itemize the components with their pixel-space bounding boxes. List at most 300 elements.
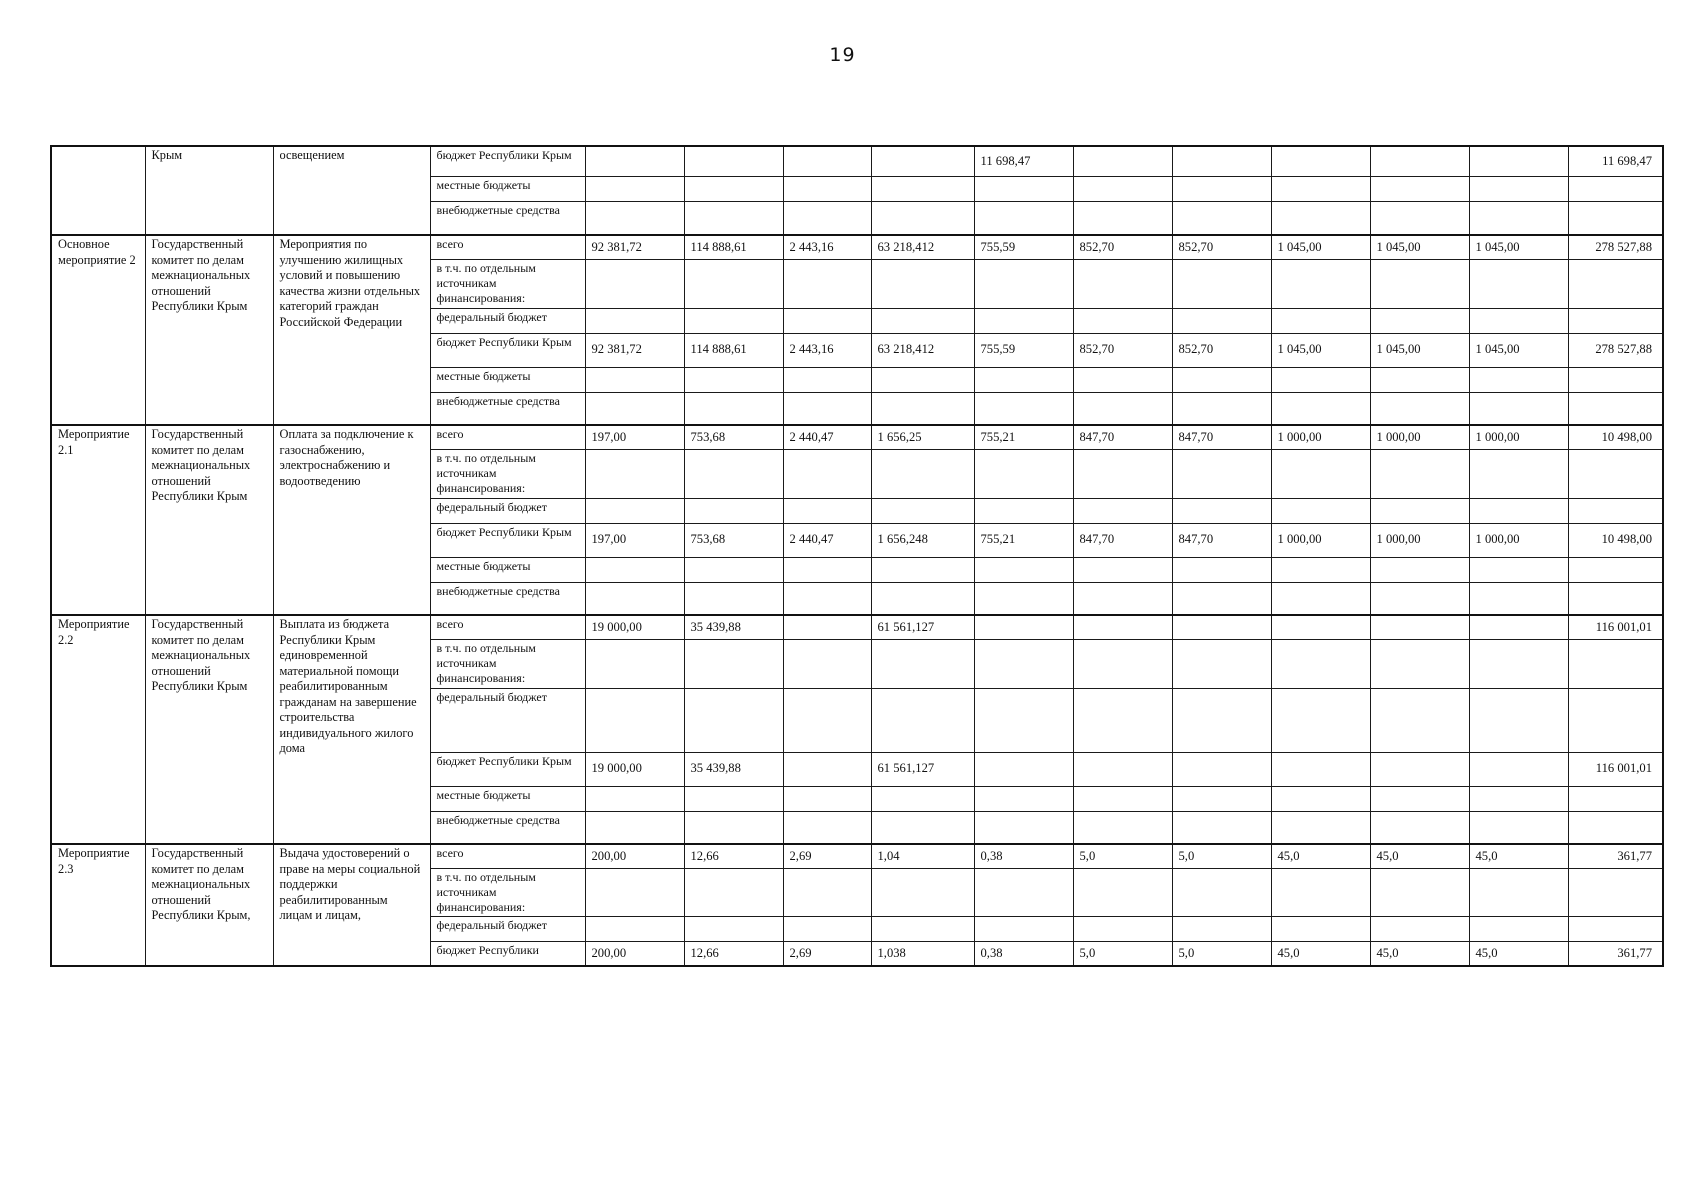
year-value-cell xyxy=(585,688,684,752)
year-value-cell: 0,38 xyxy=(974,941,1073,966)
year-value-cell: 1 045,00 xyxy=(1370,333,1469,367)
year-value-cell xyxy=(1271,201,1370,235)
year-value-cell xyxy=(1469,786,1568,811)
year-value-cell xyxy=(1370,868,1469,916)
year-value-cell: 852,70 xyxy=(1172,333,1271,367)
year-value-cell xyxy=(974,786,1073,811)
year-value-cell xyxy=(871,392,974,425)
year-value-cell xyxy=(783,146,871,176)
year-value-cell xyxy=(1469,367,1568,392)
year-value-cell xyxy=(974,582,1073,615)
funding-source-cell: внебюджетные средства xyxy=(430,582,585,615)
year-value-cell xyxy=(871,176,974,201)
year-value-cell xyxy=(1469,752,1568,786)
year-value-cell: 1 045,00 xyxy=(1271,333,1370,367)
year-value-cell xyxy=(783,688,871,752)
year-value-cell: 63 218,412 xyxy=(871,333,974,367)
year-value-cell xyxy=(1469,557,1568,582)
year-value-cell xyxy=(1073,367,1172,392)
year-value-cell xyxy=(974,498,1073,523)
year-value-cell xyxy=(783,615,871,639)
year-value-cell xyxy=(585,146,684,176)
year-value-cell xyxy=(585,868,684,916)
table-row xyxy=(51,146,1663,176)
year-value-cell xyxy=(1271,752,1370,786)
year-value-cell xyxy=(1370,367,1469,392)
year-value-cell xyxy=(684,639,783,688)
year-value-cell xyxy=(783,498,871,523)
description-cell: освещением xyxy=(273,146,430,235)
year-value-cell xyxy=(1271,811,1370,844)
year-value-cell xyxy=(1370,811,1469,844)
funding-source-cell: местные бюджеты xyxy=(430,176,585,201)
total-value-cell xyxy=(1568,639,1663,688)
year-value-cell xyxy=(1073,786,1172,811)
activity-name-cell: Мероприятие 2.2 xyxy=(51,615,145,844)
funding-source-cell: всего xyxy=(430,425,585,449)
year-value-cell xyxy=(1172,308,1271,333)
year-value-cell: 1 000,00 xyxy=(1271,425,1370,449)
year-value-cell: 1,038 xyxy=(871,941,974,966)
year-value-cell xyxy=(1073,201,1172,235)
year-value-cell: 11 698,47 xyxy=(974,146,1073,176)
year-value-cell: 197,00 xyxy=(585,523,684,557)
year-value-cell xyxy=(871,201,974,235)
year-value-cell xyxy=(684,308,783,333)
year-value-cell xyxy=(974,916,1073,941)
year-value-cell xyxy=(585,811,684,844)
year-value-cell: 2 440,47 xyxy=(783,425,871,449)
funding-source-cell: внебюджетные средства xyxy=(430,392,585,425)
year-value-cell xyxy=(871,146,974,176)
year-value-cell: 847,70 xyxy=(1172,425,1271,449)
year-value-cell: 847,70 xyxy=(1172,523,1271,557)
year-value-cell xyxy=(1469,259,1568,308)
year-value-cell xyxy=(1073,308,1172,333)
year-value-cell: 1 000,00 xyxy=(1271,523,1370,557)
funding-source-cell: в т.ч. по отдельным источникам финансирования: xyxy=(430,449,585,498)
year-value-cell xyxy=(974,868,1073,916)
year-value-cell xyxy=(585,392,684,425)
description-cell: Выплата из бюджета Республики Крым единовременной материальной помощи реабилитированным гражданам на завершение строительства индивидуального жилого дома xyxy=(273,615,430,844)
year-value-cell xyxy=(1271,367,1370,392)
year-value-cell xyxy=(974,811,1073,844)
year-value-cell xyxy=(974,259,1073,308)
year-value-cell xyxy=(684,259,783,308)
year-value-cell xyxy=(1370,639,1469,688)
year-value-cell xyxy=(1370,916,1469,941)
budget-table xyxy=(50,145,1664,967)
year-value-cell xyxy=(1073,176,1172,201)
year-value-cell xyxy=(1073,449,1172,498)
year-value-cell xyxy=(1172,392,1271,425)
year-value-cell xyxy=(1469,811,1568,844)
year-value-cell: 45,0 xyxy=(1370,941,1469,966)
table-row xyxy=(51,615,1663,639)
year-value-cell: 852,70 xyxy=(1073,235,1172,259)
year-value-cell xyxy=(1271,449,1370,498)
total-value-cell: 361,77 xyxy=(1568,844,1663,868)
year-value-cell: 61 561,127 xyxy=(871,615,974,639)
year-value-cell xyxy=(1073,259,1172,308)
year-value-cell: 35 439,88 xyxy=(684,752,783,786)
total-value-cell: 278 527,88 xyxy=(1568,235,1663,259)
year-value-cell: 5,0 xyxy=(1073,844,1172,868)
year-value-cell xyxy=(871,688,974,752)
year-value-cell: 45,0 xyxy=(1469,941,1568,966)
year-value-cell xyxy=(1469,688,1568,752)
year-value-cell xyxy=(974,201,1073,235)
description-cell: Выдача удостоверений о праве на меры социальной поддержки реабилитированным лицам и лицам, xyxy=(273,844,430,966)
year-value-cell xyxy=(783,176,871,201)
page-number: 19 xyxy=(829,44,856,66)
year-value-cell xyxy=(1172,498,1271,523)
description-cell: Мероприятия по улучшению жилищных условий и повышению качества жизни отдельных категорий граждан Российской Федерации xyxy=(273,235,430,425)
year-value-cell xyxy=(783,201,871,235)
funding-source-cell: бюджет Республики Крым xyxy=(430,523,585,557)
year-value-cell xyxy=(1469,449,1568,498)
year-value-cell xyxy=(1469,582,1568,615)
funding-source-cell: бюджет Республики xyxy=(430,941,585,966)
year-value-cell xyxy=(585,557,684,582)
year-value-cell xyxy=(1271,688,1370,752)
year-value-cell xyxy=(871,582,974,615)
funding-source-cell: всего xyxy=(430,615,585,639)
year-value-cell xyxy=(871,557,974,582)
year-value-cell xyxy=(684,392,783,425)
year-value-cell xyxy=(1172,752,1271,786)
year-value-cell: 92 381,72 xyxy=(585,333,684,367)
year-value-cell: 5,0 xyxy=(1172,941,1271,966)
year-value-cell xyxy=(871,916,974,941)
year-value-cell xyxy=(585,308,684,333)
year-value-cell: 63 218,412 xyxy=(871,235,974,259)
year-value-cell xyxy=(684,367,783,392)
year-value-cell xyxy=(684,201,783,235)
year-value-cell xyxy=(1370,308,1469,333)
year-value-cell: 1 000,00 xyxy=(1469,425,1568,449)
year-value-cell xyxy=(1073,868,1172,916)
year-value-cell: 12,66 xyxy=(684,941,783,966)
year-value-cell xyxy=(974,392,1073,425)
funding-source-cell: местные бюджеты xyxy=(430,557,585,582)
year-value-cell: 2 443,16 xyxy=(783,333,871,367)
total-value-cell: 116 001,01 xyxy=(1568,752,1663,786)
year-value-cell xyxy=(974,367,1073,392)
year-value-cell xyxy=(1172,582,1271,615)
year-value-cell xyxy=(585,201,684,235)
year-value-cell: 1,04 xyxy=(871,844,974,868)
year-value-cell: 1 045,00 xyxy=(1370,235,1469,259)
year-value-cell xyxy=(1370,392,1469,425)
year-value-cell xyxy=(1469,615,1568,639)
year-value-cell: 755,59 xyxy=(974,235,1073,259)
year-value-cell xyxy=(1172,259,1271,308)
year-value-cell xyxy=(1073,916,1172,941)
year-value-cell xyxy=(871,308,974,333)
funding-source-cell: местные бюджеты xyxy=(430,367,585,392)
total-value-cell xyxy=(1568,201,1663,235)
year-value-cell xyxy=(871,639,974,688)
year-value-cell xyxy=(783,449,871,498)
year-value-cell xyxy=(1370,498,1469,523)
year-value-cell xyxy=(684,786,783,811)
year-value-cell xyxy=(1172,146,1271,176)
year-value-cell xyxy=(684,868,783,916)
year-value-cell xyxy=(1469,201,1568,235)
year-value-cell: 5,0 xyxy=(1073,941,1172,966)
funding-source-cell: всего xyxy=(430,235,585,259)
year-value-cell xyxy=(1370,582,1469,615)
year-value-cell xyxy=(1172,557,1271,582)
activity-name-cell: Мероприятие 2.3 xyxy=(51,844,145,966)
year-value-cell: 12,66 xyxy=(684,844,783,868)
year-value-cell xyxy=(974,639,1073,688)
year-value-cell xyxy=(1073,392,1172,425)
year-value-cell xyxy=(783,752,871,786)
year-value-cell: 200,00 xyxy=(585,941,684,966)
year-value-cell xyxy=(974,688,1073,752)
executor-cell: Государственный комитет по делам межнациональных отношений Республики Крым xyxy=(145,615,273,844)
year-value-cell xyxy=(1172,449,1271,498)
year-value-cell: 755,21 xyxy=(974,425,1073,449)
year-value-cell xyxy=(1370,176,1469,201)
year-value-cell xyxy=(1271,176,1370,201)
year-value-cell xyxy=(585,916,684,941)
year-value-cell xyxy=(974,449,1073,498)
year-value-cell xyxy=(1073,582,1172,615)
year-value-cell xyxy=(684,449,783,498)
year-value-cell xyxy=(783,582,871,615)
year-value-cell xyxy=(684,688,783,752)
year-value-cell xyxy=(1172,367,1271,392)
total-value-cell: 11 698,47 xyxy=(1568,146,1663,176)
year-value-cell xyxy=(871,811,974,844)
total-value-cell xyxy=(1568,449,1663,498)
funding-source-cell: бюджет Республики Крым xyxy=(430,146,585,176)
year-value-cell xyxy=(1370,752,1469,786)
table-row xyxy=(51,235,1663,259)
year-value-cell xyxy=(1271,259,1370,308)
year-value-cell: 197,00 xyxy=(585,425,684,449)
year-value-cell: 19 000,00 xyxy=(585,615,684,639)
year-value-cell xyxy=(1370,688,1469,752)
total-value-cell xyxy=(1568,498,1663,523)
year-value-cell xyxy=(684,557,783,582)
year-value-cell: 61 561,127 xyxy=(871,752,974,786)
executor-cell: Государственный комитет по делам межнациональных отношений Республики Крым, xyxy=(145,844,273,966)
year-value-cell xyxy=(1370,557,1469,582)
total-value-cell: 10 498,00 xyxy=(1568,523,1663,557)
year-value-cell xyxy=(1469,868,1568,916)
funding-source-cell: бюджет Республики Крым xyxy=(430,333,585,367)
year-value-cell xyxy=(974,557,1073,582)
activity-name-cell xyxy=(51,146,145,235)
funding-source-cell: федеральный бюджет xyxy=(430,688,585,752)
total-value-cell: 361,77 xyxy=(1568,941,1663,966)
year-value-cell xyxy=(783,308,871,333)
activity-name-cell: Мероприятие 2.1 xyxy=(51,425,145,615)
year-value-cell xyxy=(1271,498,1370,523)
year-value-cell: 114 888,61 xyxy=(684,333,783,367)
year-value-cell xyxy=(783,639,871,688)
year-value-cell xyxy=(684,916,783,941)
funding-source-cell: в т.ч. по отдельным источникам финансирования: xyxy=(430,259,585,308)
year-value-cell xyxy=(1073,498,1172,523)
year-value-cell: 1 656,248 xyxy=(871,523,974,557)
year-value-cell xyxy=(1172,916,1271,941)
year-value-cell xyxy=(1469,176,1568,201)
year-value-cell xyxy=(871,868,974,916)
year-value-cell: 2 440,47 xyxy=(783,523,871,557)
year-value-cell xyxy=(1172,688,1271,752)
year-value-cell: 1 045,00 xyxy=(1469,333,1568,367)
year-value-cell xyxy=(783,557,871,582)
total-value-cell xyxy=(1568,582,1663,615)
year-value-cell xyxy=(1172,786,1271,811)
year-value-cell xyxy=(783,392,871,425)
funding-source-cell: местные бюджеты xyxy=(430,786,585,811)
year-value-cell: 200,00 xyxy=(585,844,684,868)
executor-cell: Крым xyxy=(145,146,273,235)
year-value-cell xyxy=(1172,176,1271,201)
total-value-cell xyxy=(1568,308,1663,333)
year-value-cell xyxy=(585,367,684,392)
year-value-cell xyxy=(684,498,783,523)
year-value-cell xyxy=(1370,146,1469,176)
total-value-cell: 10 498,00 xyxy=(1568,425,1663,449)
year-value-cell xyxy=(783,916,871,941)
year-value-cell xyxy=(1370,201,1469,235)
year-value-cell xyxy=(585,259,684,308)
year-value-cell: 2 443,16 xyxy=(783,235,871,259)
year-value-cell xyxy=(1271,639,1370,688)
year-value-cell xyxy=(783,868,871,916)
year-value-cell xyxy=(783,811,871,844)
year-value-cell xyxy=(1271,308,1370,333)
year-value-cell xyxy=(974,176,1073,201)
year-value-cell: 114 888,61 xyxy=(684,235,783,259)
year-value-cell xyxy=(684,811,783,844)
year-value-cell xyxy=(1469,146,1568,176)
year-value-cell: 45,0 xyxy=(1370,844,1469,868)
year-value-cell xyxy=(783,367,871,392)
year-value-cell xyxy=(684,176,783,201)
year-value-cell xyxy=(1172,201,1271,235)
total-value-cell xyxy=(1568,392,1663,425)
description-cell: Оплата за подключение к газоснабжению, электроснабжению и водоотведению xyxy=(273,425,430,615)
year-value-cell xyxy=(585,639,684,688)
year-value-cell xyxy=(1271,916,1370,941)
year-value-cell xyxy=(585,449,684,498)
year-value-cell xyxy=(974,615,1073,639)
year-value-cell: 0,38 xyxy=(974,844,1073,868)
year-value-cell xyxy=(1469,392,1568,425)
year-value-cell xyxy=(1469,498,1568,523)
table-row xyxy=(51,425,1663,449)
year-value-cell xyxy=(1370,449,1469,498)
year-value-cell xyxy=(871,259,974,308)
year-value-cell: 755,59 xyxy=(974,333,1073,367)
year-value-cell xyxy=(1271,615,1370,639)
year-value-cell xyxy=(585,786,684,811)
total-value-cell xyxy=(1568,786,1663,811)
total-value-cell xyxy=(1568,811,1663,844)
year-value-cell: 753,68 xyxy=(684,523,783,557)
funding-source-cell: федеральный бюджет xyxy=(430,308,585,333)
total-value-cell xyxy=(1568,259,1663,308)
funding-source-cell: в т.ч. по отдельным источникам финансирования: xyxy=(430,868,585,916)
year-value-cell: 5,0 xyxy=(1172,844,1271,868)
year-value-cell xyxy=(1172,868,1271,916)
year-value-cell: 755,21 xyxy=(974,523,1073,557)
year-value-cell xyxy=(871,449,974,498)
year-value-cell xyxy=(684,582,783,615)
total-value-cell xyxy=(1568,688,1663,752)
year-value-cell xyxy=(1172,615,1271,639)
year-value-cell: 92 381,72 xyxy=(585,235,684,259)
year-value-cell xyxy=(585,498,684,523)
funding-source-cell: внебюджетные средства xyxy=(430,201,585,235)
table-row xyxy=(51,844,1663,868)
total-value-cell xyxy=(1568,176,1663,201)
year-value-cell xyxy=(1073,639,1172,688)
year-value-cell xyxy=(1271,557,1370,582)
executor-cell: Государственный комитет по делам межнациональных отношений Республики Крым xyxy=(145,235,273,425)
year-value-cell xyxy=(1073,752,1172,786)
year-value-cell xyxy=(1271,582,1370,615)
total-value-cell xyxy=(1568,916,1663,941)
total-value-cell xyxy=(1568,367,1663,392)
year-value-cell xyxy=(1073,811,1172,844)
funding-source-cell: федеральный бюджет xyxy=(430,498,585,523)
year-value-cell: 753,68 xyxy=(684,425,783,449)
year-value-cell xyxy=(871,367,974,392)
year-value-cell xyxy=(1271,392,1370,425)
year-value-cell xyxy=(1172,639,1271,688)
year-value-cell xyxy=(974,752,1073,786)
year-value-cell xyxy=(585,582,684,615)
year-value-cell xyxy=(1370,615,1469,639)
year-value-cell: 2,69 xyxy=(783,844,871,868)
year-value-cell: 1 045,00 xyxy=(1271,235,1370,259)
year-value-cell xyxy=(1271,786,1370,811)
funding-source-cell: бюджет Республики Крым xyxy=(430,752,585,786)
funding-source-cell: всего xyxy=(430,844,585,868)
funding-source-cell: в т.ч. по отдельным источникам финансирования: xyxy=(430,639,585,688)
total-value-cell xyxy=(1568,868,1663,916)
year-value-cell: 852,70 xyxy=(1073,333,1172,367)
funding-source-cell: федеральный бюджет xyxy=(430,916,585,941)
year-value-cell xyxy=(1073,615,1172,639)
activity-name-cell: Основное мероприятие 2 xyxy=(51,235,145,425)
year-value-cell xyxy=(585,176,684,201)
year-value-cell: 19 000,00 xyxy=(585,752,684,786)
year-value-cell xyxy=(783,259,871,308)
year-value-cell xyxy=(1271,868,1370,916)
year-value-cell xyxy=(974,308,1073,333)
year-value-cell xyxy=(1172,811,1271,844)
year-value-cell: 847,70 xyxy=(1073,425,1172,449)
year-value-cell xyxy=(684,146,783,176)
year-value-cell: 1 656,25 xyxy=(871,425,974,449)
year-value-cell xyxy=(1370,259,1469,308)
year-value-cell xyxy=(871,498,974,523)
executor-cell: Государственный комитет по делам межнациональных отношений Республики Крым xyxy=(145,425,273,615)
total-value-cell: 116 001,01 xyxy=(1568,615,1663,639)
year-value-cell: 1 000,00 xyxy=(1370,425,1469,449)
year-value-cell xyxy=(1073,557,1172,582)
